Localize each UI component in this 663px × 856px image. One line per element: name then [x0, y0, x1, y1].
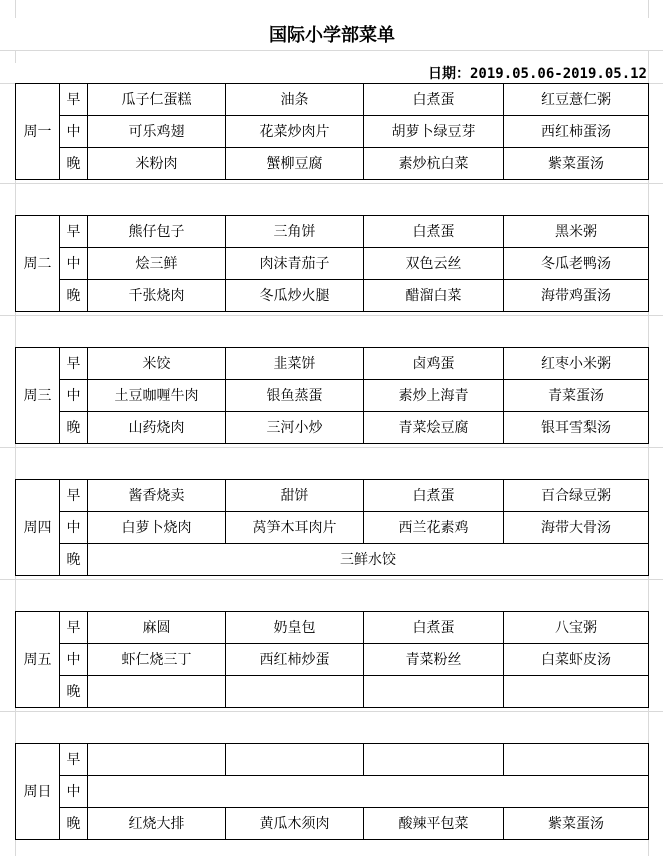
gridline — [0, 315, 663, 316]
date-range: 日期：2019.05.06-2019.05.12 — [15, 63, 647, 83]
gridline — [0, 711, 663, 712]
table-row — [16, 216, 649, 248]
dish-cell[interactable] — [88, 676, 226, 708]
meal-label-lunch[interactable]: 中 — [60, 512, 88, 544]
meal-label-breakfast[interactable]: 早 — [60, 744, 88, 776]
dish-cell[interactable] — [504, 744, 649, 776]
meal-label-dinner[interactable]: 晚 — [60, 148, 88, 180]
day-block-thursday — [15, 479, 649, 576]
day-label[interactable]: 周三 — [16, 348, 60, 444]
meal-label-lunch[interactable]: 中 — [60, 380, 88, 412]
dish-cell[interactable]: 三角饼 — [226, 216, 364, 248]
dish-cell[interactable]: 三河小炒 — [226, 412, 364, 444]
table-row — [16, 612, 649, 644]
table-row — [16, 116, 649, 148]
day-block-friday — [15, 611, 649, 708]
merged-dish-cell[interactable]: 三鲜水饺 — [88, 544, 649, 576]
dish-cell[interactable]: 烩三鲜 — [88, 248, 226, 280]
day-label[interactable]: 周五 — [16, 612, 60, 708]
meal-label-dinner[interactable]: 晚 — [60, 676, 88, 708]
dish-cell[interactable]: 肉沫青茄子 — [226, 248, 364, 280]
table-row — [16, 380, 649, 412]
dish-cell[interactable]: 蟹柳豆腐 — [226, 148, 364, 180]
dish-cell[interactable]: 八宝粥 — [504, 612, 649, 644]
dish-cell[interactable]: 紫菜蛋汤 — [504, 148, 649, 180]
day-label[interactable]: 周日 — [16, 744, 60, 840]
dish-cell[interactable] — [364, 676, 504, 708]
dish-cell[interactable]: 银耳雪梨汤 — [504, 412, 649, 444]
dish-cell[interactable] — [88, 744, 226, 776]
dish-cell[interactable]: 莴笋木耳肉片 — [226, 512, 364, 544]
gridline — [0, 50, 663, 51]
day-label[interactable]: 周四 — [16, 480, 60, 576]
dish-cell[interactable]: 白菜虾皮汤 — [504, 644, 649, 676]
dish-cell[interactable]: 素炒上海青 — [364, 380, 504, 412]
dish-cell[interactable]: 青菜粉丝 — [364, 644, 504, 676]
meal-label-breakfast[interactable]: 早 — [60, 348, 88, 380]
gridline — [0, 183, 663, 184]
dish-cell[interactable]: 卤鸡蛋 — [364, 348, 504, 380]
dish-cell[interactable]: 麻圆 — [88, 612, 226, 644]
merged-dish-cell[interactable] — [88, 776, 649, 808]
dish-cell[interactable]: 银鱼蒸蛋 — [226, 380, 364, 412]
table-row — [16, 644, 649, 676]
menu-title: 国际小学部菜单 — [15, 18, 649, 50]
day-block-wednesday — [15, 347, 649, 444]
dish-cell[interactable] — [226, 676, 364, 708]
table-row — [16, 744, 649, 776]
meal-label-breakfast[interactable]: 早 — [60, 216, 88, 248]
dish-cell[interactable]: 甜饼 — [226, 480, 364, 512]
table-row — [16, 544, 649, 576]
dish-cell[interactable]: 白煮蛋 — [364, 612, 504, 644]
dish-cell[interactable]: 西红柿蛋汤 — [504, 116, 649, 148]
table-row — [16, 84, 649, 116]
dish-cell[interactable] — [226, 744, 364, 776]
dish-cell[interactable]: 山药烧肉 — [88, 412, 226, 444]
dish-cell[interactable]: 米粉肉 — [88, 148, 226, 180]
dish-cell[interactable]: 瓜子仁蛋糕 — [88, 84, 226, 116]
dish-cell[interactable]: 冬瓜老鸭汤 — [504, 248, 649, 280]
table-row — [16, 248, 649, 280]
dish-cell[interactable]: 醋溜白菜 — [364, 280, 504, 312]
dish-cell[interactable]: 油条 — [226, 84, 364, 116]
dish-cell[interactable]: 可乐鸡翅 — [88, 116, 226, 148]
dish-cell[interactable]: 酱香烧卖 — [88, 480, 226, 512]
meal-label-dinner[interactable]: 晚 — [60, 808, 88, 840]
table-row — [16, 348, 649, 380]
day-block-monday — [15, 83, 649, 180]
gridline — [0, 579, 663, 580]
table-row — [16, 148, 649, 180]
dish-cell[interactable]: 千张烧肉 — [88, 280, 226, 312]
dish-cell[interactable]: 红豆薏仁粥 — [504, 84, 649, 116]
meal-label-dinner[interactable]: 晚 — [60, 544, 88, 576]
dish-cell[interactable]: 奶皇包 — [226, 612, 364, 644]
dish-cell[interactable]: 西兰花素鸡 — [364, 512, 504, 544]
dish-cell[interactable]: 冬瓜炒火腿 — [226, 280, 364, 312]
meal-label-lunch[interactable]: 中 — [60, 248, 88, 280]
dish-cell[interactable]: 素炒杭白菜 — [364, 148, 504, 180]
dish-cell[interactable]: 酸辣平包菜 — [364, 808, 504, 840]
dish-cell[interactable]: 胡萝卜绿豆芽 — [364, 116, 504, 148]
meal-label-dinner[interactable]: 晚 — [60, 280, 88, 312]
dish-cell[interactable]: 西红柿炒蛋 — [226, 644, 364, 676]
dish-cell[interactable]: 双色云丝 — [364, 248, 504, 280]
dish-cell[interactable]: 海带鸡蛋汤 — [504, 280, 649, 312]
dish-cell[interactable]: 花菜炒肉片 — [226, 116, 364, 148]
dish-cell[interactable]: 紫菜蛋汤 — [504, 808, 649, 840]
dish-cell[interactable]: 黑米粥 — [504, 216, 649, 248]
table-row — [16, 280, 649, 312]
dish-cell[interactable]: 熊仔包子 — [88, 216, 226, 248]
day-label[interactable]: 周一 — [16, 84, 60, 180]
dish-cell[interactable]: 虾仁烧三丁 — [88, 644, 226, 676]
dish-cell[interactable]: 黄瓜木须肉 — [226, 808, 364, 840]
meal-label-breakfast[interactable]: 早 — [60, 612, 88, 644]
dish-cell[interactable] — [364, 744, 504, 776]
dish-cell[interactable]: 海带大骨汤 — [504, 512, 649, 544]
dish-cell[interactable]: 米饺 — [88, 348, 226, 380]
dish-cell[interactable]: 青菜烩豆腐 — [364, 412, 504, 444]
dish-cell[interactable]: 韭菜饼 — [226, 348, 364, 380]
table-row — [16, 808, 649, 840]
meal-label-lunch[interactable]: 中 — [60, 116, 88, 148]
day-label[interactable]: 周二 — [16, 216, 60, 312]
dish-cell[interactable]: 红烧大排 — [88, 808, 226, 840]
table-row — [16, 412, 649, 444]
meal-label-lunch[interactable]: 中 — [60, 644, 88, 676]
day-block-tuesday — [15, 215, 649, 312]
meal-label-lunch[interactable]: 中 — [60, 776, 88, 808]
dish-cell[interactable]: 白萝卜烧肉 — [88, 512, 226, 544]
dish-cell[interactable]: 青菜蛋汤 — [504, 380, 649, 412]
meal-label-breakfast[interactable]: 早 — [60, 84, 88, 116]
table-row — [16, 512, 649, 544]
table-row — [16, 480, 649, 512]
dish-cell[interactable]: 红枣小米粥 — [504, 348, 649, 380]
table-row — [16, 676, 649, 708]
meal-label-dinner[interactable]: 晚 — [60, 412, 88, 444]
dish-cell[interactable]: 白煮蛋 — [364, 480, 504, 512]
gridline — [0, 447, 663, 448]
dish-cell[interactable]: 白煮蛋 — [364, 216, 504, 248]
dish-cell[interactable] — [504, 676, 649, 708]
dish-cell[interactable]: 百合绿豆粥 — [504, 480, 649, 512]
dish-cell[interactable]: 土豆咖喱牛肉 — [88, 380, 226, 412]
dish-cell[interactable]: 白煮蛋 — [364, 84, 504, 116]
meal-label-breakfast[interactable]: 早 — [60, 480, 88, 512]
day-block-sunday — [15, 743, 649, 840]
table-row — [16, 776, 649, 808]
